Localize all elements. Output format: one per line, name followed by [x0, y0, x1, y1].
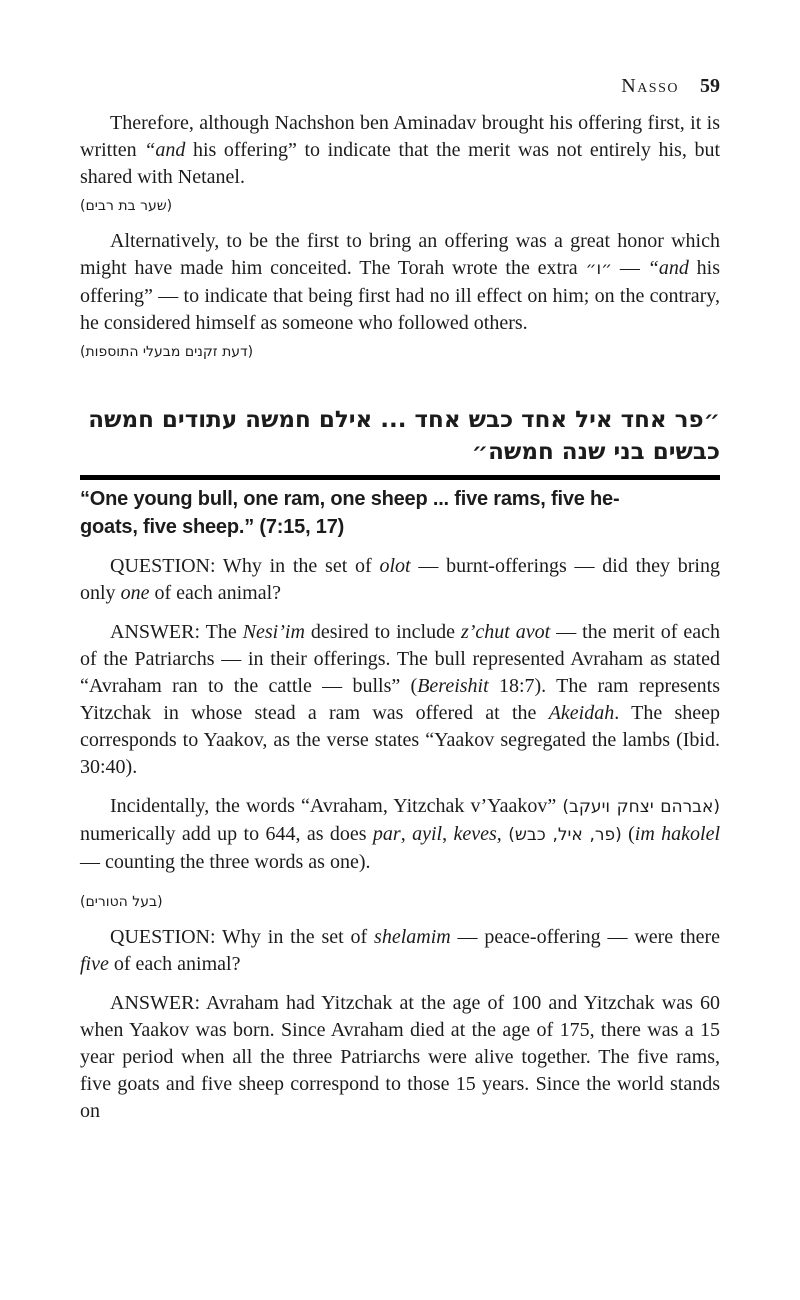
source-citation: (דעת זקנים מבעלי התוספות) — [80, 344, 254, 360]
inline-text: — counting the three words as one). — [80, 851, 371, 873]
divider-rule — [80, 475, 720, 480]
body-paragraph — [80, 619, 720, 781]
body-paragraph — [80, 990, 720, 1125]
inline-text: numerically add up to 644, as does — [80, 823, 373, 845]
inline-italic-text: five — [80, 953, 109, 975]
inline-italic-text: z’chut avot — [460, 621, 551, 643]
inline-italic-text: one — [120, 582, 150, 604]
body-paragraph — [80, 553, 720, 607]
inline-italic-text: olot — [379, 555, 411, 577]
inline-hebrew-text: (אברהם יצחק ויעקב) — [562, 797, 720, 817]
inline-text: ( — [621, 823, 635, 845]
body-paragraph — [80, 924, 720, 978]
inline-italic-text: im hakolel — [634, 823, 721, 845]
inline-text: , — [442, 823, 454, 845]
inline-text: QUESTION: Why in the set of — [110, 926, 375, 948]
running-header — [80, 74, 720, 98]
inline-text: — the merit of each of the Patriarchs — in their offerings. The bull represented Avraham as stated “Avraham ran to the cattle — bulls” ( — [80, 621, 721, 697]
inline-text: QUESTION: Why in the set of — [110, 555, 380, 577]
source-citation: (שער בת רבים) — [80, 198, 173, 214]
inline-italic-text: “and — [144, 139, 186, 161]
inline-text: his offering” to indicate that the merit was not entirely his, but shared with Netanel. — [80, 139, 721, 188]
inline-text: 18:7). The ram represents Yitzchak in whose stead a ram was offered at the — [80, 675, 720, 724]
inline-text: Alternatively, to be the first to bring an offering was a great honor which might have made him conceited. The Torah wrote the extra — [80, 230, 720, 279]
inline-text: — peace-offering — were there — [450, 926, 720, 948]
inline-text: ANSWER: The — [110, 621, 243, 643]
inline-text: of each animal? — [108, 953, 241, 975]
inline-text: his offering” — to indicate that being first had no ill effect on him; on the contrary, he considered himself as someone who followed others. — [80, 257, 721, 334]
inline-italic-text: “and — [647, 257, 689, 279]
inline-italic-text: Nesi’im — [242, 621, 305, 643]
inline-italic-text: Akeidah — [548, 702, 615, 724]
hebrew-verse-heading: ״פר אחד איל אחד כבש אחד ... אילם חמשה עתודים חמשה כבשים בני שנה חמשה״ — [88, 407, 720, 465]
inline-text: , — [400, 823, 413, 845]
inline-text: , — [496, 823, 509, 845]
text-block — [80, 0, 720, 1125]
inline-italic-text: ayil — [412, 823, 443, 845]
inline-text: . The sheep corresponds to Yaakov, as the verse states “Yaakov segregated the lambs (Ibid. 30:40). — [80, 702, 720, 778]
body-paragraph — [80, 793, 720, 876]
inline-text: ANSWER: Avraham had Yitzchak at the age of 100 and Yitzchak was 60 when Yaakov was born. Since Avraham died at the age of 175, there was a 15 year period when all the three Patriarchs were alive together. The five rams, five goats and five sheep correspond to those 15 years. Since the world stands on — [80, 992, 720, 1122]
inline-italic-text: keves — [453, 823, 497, 845]
inline-italic-text: Bereishit — [417, 675, 489, 697]
inline-text: Therefore, although Nachshon ben Aminadav brought his offering first, it is written — [80, 112, 720, 161]
english-verse-heading: “One young bull, one ram, one sheep ... five rams, five he- goats, five sheep.” (7:15, 17) — [80, 488, 620, 538]
page-body — [80, 110, 720, 1125]
inline-italic-text: shelamim — [374, 926, 451, 948]
page-number: 59 — [700, 75, 720, 97]
inline-text: desired to include — [304, 621, 461, 643]
body-paragraph — [80, 110, 720, 191]
source-citation: (בעל הטורים) — [80, 894, 163, 910]
inline-text: — — [612, 257, 648, 279]
inline-hebrew-text: (פר, איל, כבש) — [508, 825, 622, 845]
inline-text: Incidentally, the words “Avraham, Yitzchak v’Yaakov” — [110, 795, 563, 817]
inline-text: — burnt-offerings — did they bring only — [80, 555, 720, 604]
inline-italic-text: par — [372, 823, 401, 845]
inline-text: of each animal? — [149, 582, 282, 604]
body-paragraph — [80, 228, 720, 337]
section-title: Nasso — [621, 75, 679, 97]
inline-hebrew-text: ״ו״ — [585, 259, 613, 279]
